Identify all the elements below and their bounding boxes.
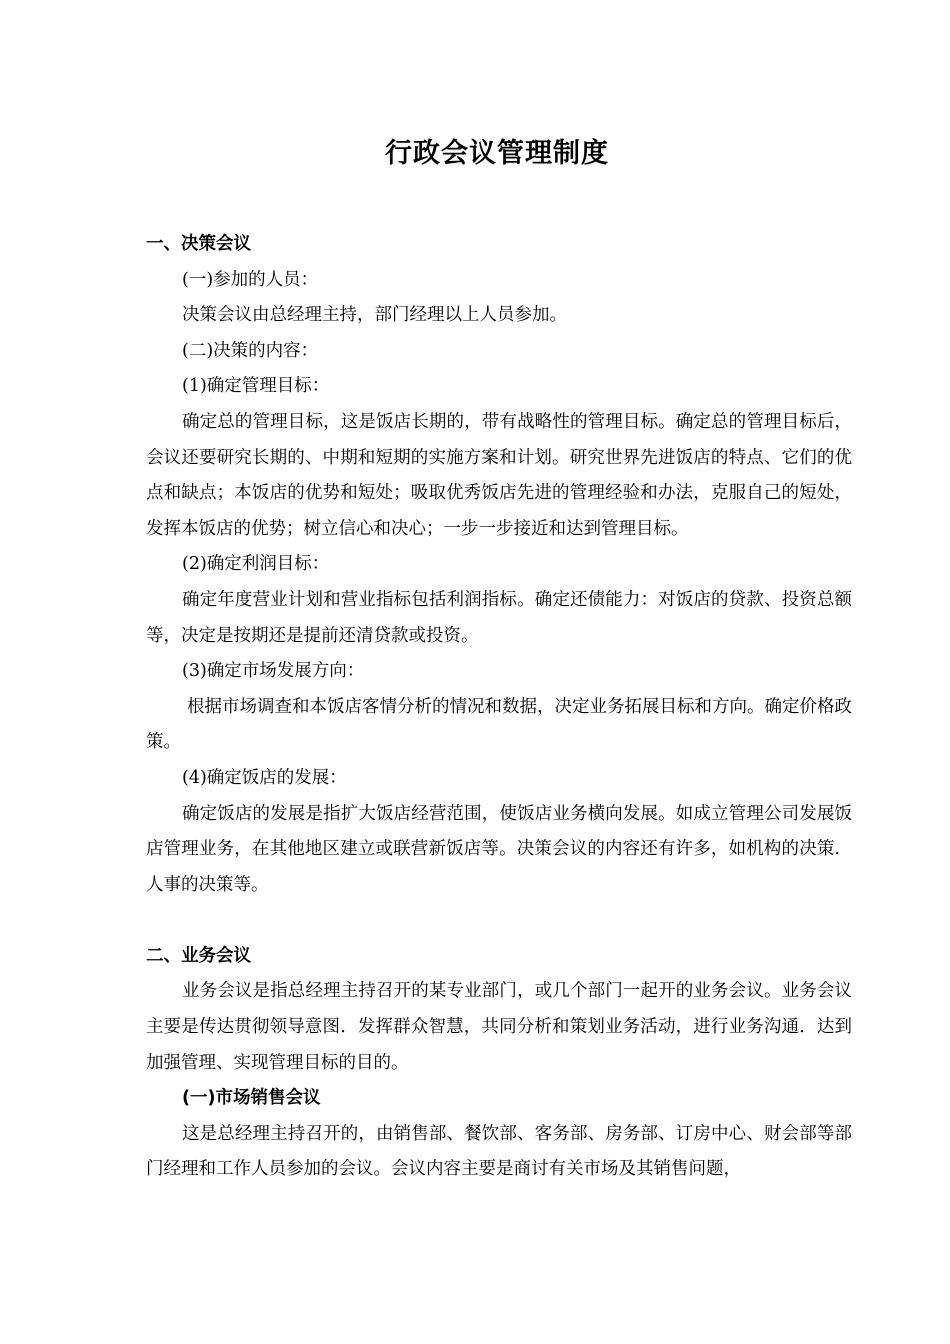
paragraph: (一)参加的人员： bbox=[182, 269, 319, 290]
paragraph: (二)决策的内容： bbox=[182, 340, 319, 361]
paragraph: (4)确定饭店的发展： bbox=[182, 767, 347, 788]
paragraph: 确定年度营业计划和营业指标包括利润指标。确定还债能力：对饭店的贷款、投资总额等，决定是按期还是提前还清贷款或投资。 bbox=[146, 589, 852, 646]
paragraph: (3)确定市场发展方向： bbox=[182, 661, 365, 682]
paragraph: (2)确定利润目标： bbox=[182, 554, 330, 575]
section-heading: 一、决策会议 bbox=[146, 234, 251, 254]
paragraph: 确定总的管理目标，这是饭店长期的，带有战略性的管理目标。确定总的管理目标后，会议还要研究长期的、中期和短期的实施方案和计划。研究世界先进饭店的特点、它们的优点和缺点；本饭店的优势和短处；吸取优秀饭店先进的管理经验和办法，克服自己的短处，发挥本饭店的优势；树立信心和决心；一步一步接近和达到管理目标。 bbox=[146, 411, 852, 539]
spacer bbox=[146, 903, 852, 939]
section-heading: 二、业务会议 bbox=[146, 945, 251, 966]
paragraph: (1)确定管理目标： bbox=[182, 376, 330, 397]
page-title: 行政会议管理制度 bbox=[385, 138, 609, 169]
subsection-heading: (一)市场销售会议 bbox=[182, 1088, 321, 1109]
paragraph: 确定饭店的发展是指扩大饭店经营范围，使饭店业务横向发展。如成立管理公司发展饭店管理业务，在其他地区建立或联营新饭店等。决策会议的内容还有许多，如机构的决策．人事的决策等。 bbox=[146, 803, 852, 895]
paragraph: 这是总经理主持召开的，由销售部、餐饮部、客务部、房务部、订房中心、财会部等部门经理和工作人员参加的会议。会议内容主要是商讨有关市场及其销售问题， bbox=[146, 1123, 852, 1180]
paragraph: 业务会议是指总经理主持召开的某专业部门，或几个部门一起开的业务会议。业务会议主要是传达贯彻领导意图．发挥群众智慧，共同分析和策划业务活动，进行业务沟通．达到加强管理、实现管理目标的目的。 bbox=[146, 981, 852, 1073]
document-body bbox=[146, 227, 852, 1188]
paragraph: 决策会议由总经理主持，部门经理以上人员参加。 bbox=[182, 305, 567, 326]
paragraph: 根据市场调查和本饭店客情分析的情况和数据，决定业务拓展目标和方向。确定价格政策。 bbox=[146, 696, 852, 753]
